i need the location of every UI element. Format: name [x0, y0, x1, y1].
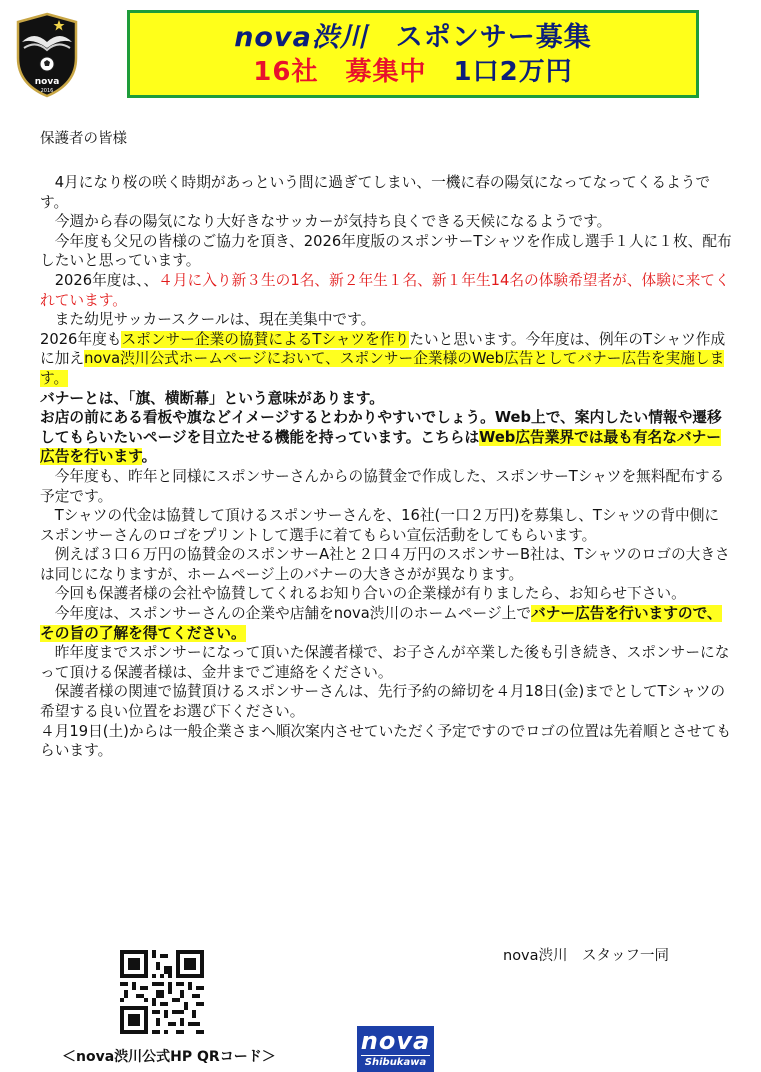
- banner-price: 1口2万円: [453, 57, 573, 87]
- paragraph: バナーとは、「旗、横断幕」という意味があります。: [40, 389, 384, 407]
- greeting: 保護者の皆様: [40, 131, 127, 147]
- banner-recruit: 16社 募集中: [253, 57, 427, 87]
- trial-notice: ４月に入り新３生の1名、新２年生１名、新１年生14名の体験希望者が、体験に来てくれています。: [40, 271, 730, 309]
- nova-shibukawa-logo: [357, 1026, 434, 1072]
- svg-text:2016: 2016: [40, 88, 54, 94]
- paragraph: 今年度も、昨年と同様にスポンサーさんからの協賛金で作成した、スポンサーTシャツを無料配布する予定です。: [40, 467, 725, 505]
- paragraph: 今年度は、スポンサーさんの企業や店舗をnova渋川のホームページ上でバナー広告を行いますので、その旨の了解を得てください。: [40, 605, 722, 642]
- logo-main-text: nova: [360, 1027, 431, 1055]
- paragraph: 保護者様の関連で協賛頂けるスポンサーさんは、先行予約の締切を４月18日(金)までとしてTシャツの希望する良い位置をお選び下ください。: [40, 683, 726, 721]
- title-banner: [127, 10, 699, 98]
- paragraph: 4月になり桜の咲く時期があっという間に過ぎてしまい、一機に春の陽気になってなってくるようです。: [40, 174, 711, 211]
- paragraph: ４月19日(土)からは一般企業さまへ順次案内させていただく予定ですのでロゴの位置は先着順とさせてもらいます。: [40, 722, 732, 760]
- paragraph: 2026年度は、、４月に入り新３生の1名、新２年生１名、新１年生14名の体験希望者が、体験に来てくれています。: [40, 271, 730, 309]
- qr-caption: ＜nova渋川公式HP QRコード＞: [62, 1049, 276, 1065]
- paragraph: 例えば３口６万円の協賛金のスポンサーA社と２口４万円のスポンサーB社は、Tシャツのロゴの大きさは同じになりますが、ホームページ上のバナーの大きさがが異なります。: [40, 546, 730, 583]
- banner-title: [130, 21, 696, 55]
- paragraph: また幼児サッカースクールは、現在美集中です。: [40, 311, 376, 329]
- banner-brand: nova渋川: [234, 22, 368, 53]
- paragraph: お店の前にある看板や旗などイメージするとわかりやすいでしょう。Web上で、案内したい情報や遷移してもらいたいページを目立たせる機能を持っています。こちらはWeb広告業界では最も有名なバナー広告を行います。: [40, 409, 722, 466]
- letter-body: [40, 173, 732, 761]
- logo-sub-text: Shibukawa: [361, 1055, 430, 1069]
- paragraph: Tシャツの代金は協賛して頂けるスポンサーさんを、16社(一口２万円)を募集し、Tシャツの背中側にスポンサーさんのロゴをプリントして選手に着てもらい宣伝活動をしてもらいます。: [40, 507, 720, 544]
- paragraph: 2026年度もスポンサー企業の協賛によるTシャツを作りたいと思います。今年度は、例年のTシャツ作成に加えnova渋川公式ホームページにおいて、スポンサー企業様のWeb広告としてバナー広告を実施します。: [40, 330, 726, 387]
- banner-subtitle: [130, 55, 696, 89]
- banner-title-rest: スポンサー募集: [395, 22, 592, 53]
- paragraph: 今回も保護者様の会社や協賛してくれるお知り合いの企業様が有りましたら、お知らせ下さい。: [40, 585, 686, 603]
- paragraph: 今週から春の陽気になり大好きなサッカーが気持ち良くできる天候になるようです。: [40, 213, 612, 231]
- paragraph: 昨年度までスポンサーになって頂いた保護者様で、お子さんが卒業した後も引き続き、スポンサーになって頂ける保護者様は、金井までご連絡をください。: [40, 644, 730, 681]
- qr-code[interactable]: [120, 950, 204, 1034]
- signature: nova渋川 スタッフ一同: [503, 948, 670, 964]
- paragraph: 今年度も父兄の皆様のご協力を頂き、2026年度版のスポンサーTシャツを作成し選手１人に１枚、配布したいと思っています。: [40, 232, 732, 270]
- svg-text:nova: nova: [34, 77, 60, 87]
- club-crest-logo: [14, 12, 80, 98]
